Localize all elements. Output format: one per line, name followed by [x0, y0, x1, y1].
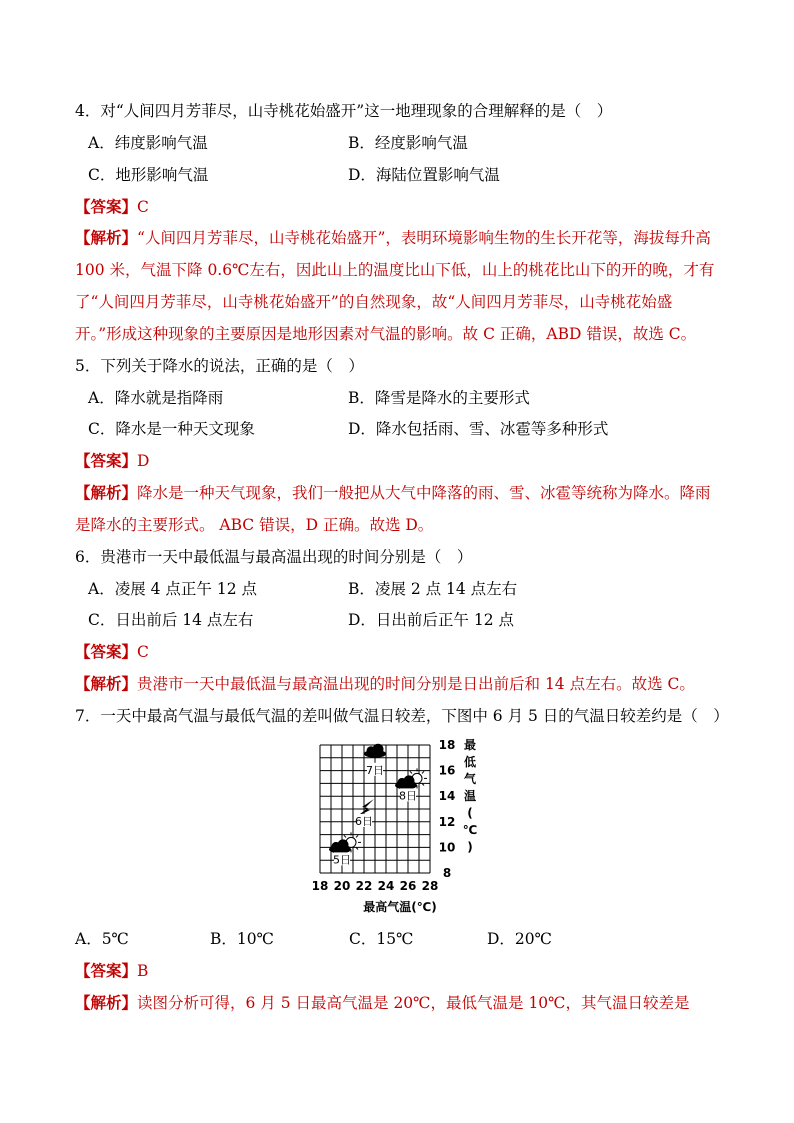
- q5-option-c: C．降水是一种天文现象: [88, 420, 255, 438]
- answer-value: D: [137, 452, 150, 470]
- analysis-tag: 【解析】: [75, 674, 138, 693]
- y-tick-label: 8: [442, 866, 452, 880]
- sun-ray: [422, 771, 424, 773]
- y-tick-label: 12: [438, 814, 456, 829]
- q4-analysis-line-3: 了“人间四月芳菲尽，山寺桃花始盛开”的自然现象，故“人间四月芳菲尽，山寺桃花始盛: [75, 293, 673, 311]
- y-axis-label: 最低气温( ℃ ): [462, 738, 478, 854]
- sun-ray: [410, 771, 412, 773]
- answer-tag: 【答案】: [75, 642, 138, 661]
- answer-tag: 【答案】: [75, 451, 138, 470]
- q5-option-b: B．降雪是降水的主要形式: [348, 389, 530, 407]
- q4-analysis-line-2: 100 米，气温下降 0.6℃左右，因此山上的温度比山下低，山上的桃花比山下的开的晚，才有: [75, 261, 715, 279]
- point-label: 5日: [333, 853, 351, 867]
- answer-value: C: [137, 198, 149, 216]
- cloud-puff: [373, 744, 384, 755]
- q6-option-b: B．凌展 2 点 14 点左右: [348, 580, 518, 598]
- q7-answer: [75, 961, 148, 981]
- q6-option-c: C．日出前后 14 点左右: [88, 611, 254, 629]
- q4-option-a: A．纬度影响气温: [88, 134, 208, 152]
- y-tick-label: 10: [438, 840, 456, 855]
- answer-value: C: [137, 643, 149, 661]
- q5-answer: [75, 451, 149, 471]
- analysis-text: “人间四月芳菲尽，山寺桃花始盛开”，表明环境影响生物的生长开花等，海拔每升高: [137, 229, 711, 247]
- analysis-text: 贵港市一天中最低温与最高温出现的时间分别是日出前后和 14 点左右。故选 C。: [137, 675, 695, 693]
- x-tick-label: 26: [399, 879, 417, 893]
- point-label: 8日: [399, 789, 417, 803]
- analysis-text: 降水是一种天气现象，我们一般把从大气中降落的雨、雪、冰雹等统称为降水。降雨: [137, 484, 711, 502]
- q7-option-a: A．5℃: [75, 930, 129, 948]
- q4-answer: [75, 197, 149, 217]
- x-tick-label: 18: [311, 879, 329, 893]
- y-tick-label: 16: [438, 763, 456, 778]
- y-tick-labels: [439, 738, 456, 880]
- answer-value: B: [137, 962, 149, 980]
- q7-option-d: D．20℃: [487, 930, 552, 948]
- q4-analysis-line-4: 开。”形成这种现象的主要原因是地形因素对气温的影响。故 C 正确，ABD 错误，故选 C。: [75, 325, 697, 343]
- x-tick-label: 28: [421, 879, 439, 893]
- analysis-text: 读图分析可得，6 月 5 日最高气温是 20℃，最低气温是 10℃，其气温日较差是: [137, 994, 690, 1012]
- q7-stem: 7．一天中最高气温与最低气温的差叫做气温日较差，下图中 6 月 5 日的气温日较差约是（ ）: [75, 707, 729, 725]
- q7-option-b: B．10℃: [210, 930, 274, 948]
- q4-stem: 4．对“人间四月芳菲尽，山寺桃花始盛开”这一地理现象的合理解释的是（ ）: [75, 102, 613, 120]
- q4-option-c: C．地形影响气温: [88, 166, 209, 184]
- point-label: 7日: [366, 763, 384, 777]
- q4-option-b: B．经度影响气温: [348, 134, 468, 152]
- x-tick-label: 24: [377, 879, 395, 893]
- q4-analysis-line-1: [75, 228, 711, 248]
- cloud-puff: [404, 775, 415, 786]
- sun-ray: [356, 835, 358, 837]
- q5-analysis-line-1: [75, 483, 711, 503]
- q5-option-a: A．降水就是指降雨: [88, 389, 224, 407]
- sun-ray: [344, 835, 346, 837]
- analysis-tag: 【解析】: [75, 993, 138, 1012]
- q6-answer: [75, 642, 149, 662]
- temperature-chart: [300, 735, 500, 920]
- x-tick-label: 22: [355, 879, 373, 893]
- q5-option-d: D．降水包括雨、雪、冰雹等多种形式: [348, 420, 609, 438]
- analysis-tag: 【解析】: [75, 228, 138, 247]
- cloud-puff: [338, 839, 349, 850]
- q5-analysis-line-2: 是降水的主要形式。 ABC 错误，D 正确。故选 D。: [75, 516, 434, 534]
- y-tick-label: 18: [438, 738, 456, 752]
- q7-option-c: C．15℃: [349, 930, 414, 948]
- analysis-tag: 【解析】: [75, 483, 138, 502]
- x-axis-label: 最高气温(℃): [363, 900, 437, 914]
- q4-option-d: D．海陆位置影响气温: [348, 166, 500, 184]
- q6-stem: 6．贵港市一天中最低温与最高温出现的时间分别是（ ）: [75, 548, 473, 566]
- cloudy-icon: [364, 744, 386, 758]
- x-tick-label: 20: [333, 879, 351, 893]
- q6-option-a: A．凌展 4 点正午 12 点: [88, 580, 257, 598]
- q6-analysis-line-1: [75, 674, 695, 694]
- q6-option-d: D．日出前后正午 12 点: [348, 611, 515, 629]
- point-label: 6日: [355, 815, 373, 828]
- answer-tag: 【答案】: [75, 961, 138, 980]
- x-tick-labels: [312, 879, 439, 893]
- answer-tag: 【答案】: [75, 197, 138, 216]
- q5-stem: 5．下列关于降水的说法，正确的是（ ）: [75, 357, 364, 375]
- q7-analysis-line-1: [75, 993, 690, 1013]
- y-tick-label: 14: [438, 789, 456, 804]
